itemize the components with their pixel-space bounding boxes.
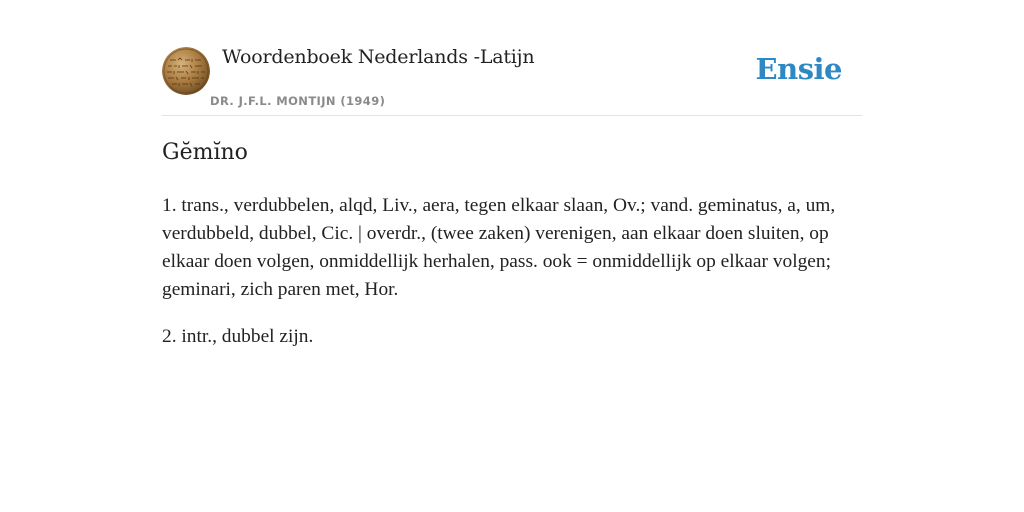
- dictionary-header: [162, 40, 862, 116]
- definition-1: 1. trans., verdubbelen, alqd, Liv., aera, tegen elkaar slaan, Ov.; vand. geminatus, a, um, verdubbeld, dubbel, Cic. | overdr., (twee zaken) verenigen, aan elkaar doen sluiten, op elkaar doen volgen, onmiddellijk herhalen, pass. ook = onmiddellijk op elkaar volgen; geminari, zich paren met, Hor.: [162, 195, 836, 300]
- entry-body: [162, 192, 862, 370]
- entry-headword: Gĕmĭno: [162, 140, 248, 165]
- dictionary-author: DR. J.F.L. MONTIJN (1949): [210, 94, 386, 108]
- dictionary-title[interactable]: Woordenboek Nederlands -Latijn: [222, 46, 535, 68]
- definition-2: 2. intr., dubbel zijn.: [162, 326, 314, 347]
- ensie-logo-link[interactable]: Ensie: [755, 52, 842, 86]
- bronze-inscription-coin-icon[interactable]: [162, 47, 210, 95]
